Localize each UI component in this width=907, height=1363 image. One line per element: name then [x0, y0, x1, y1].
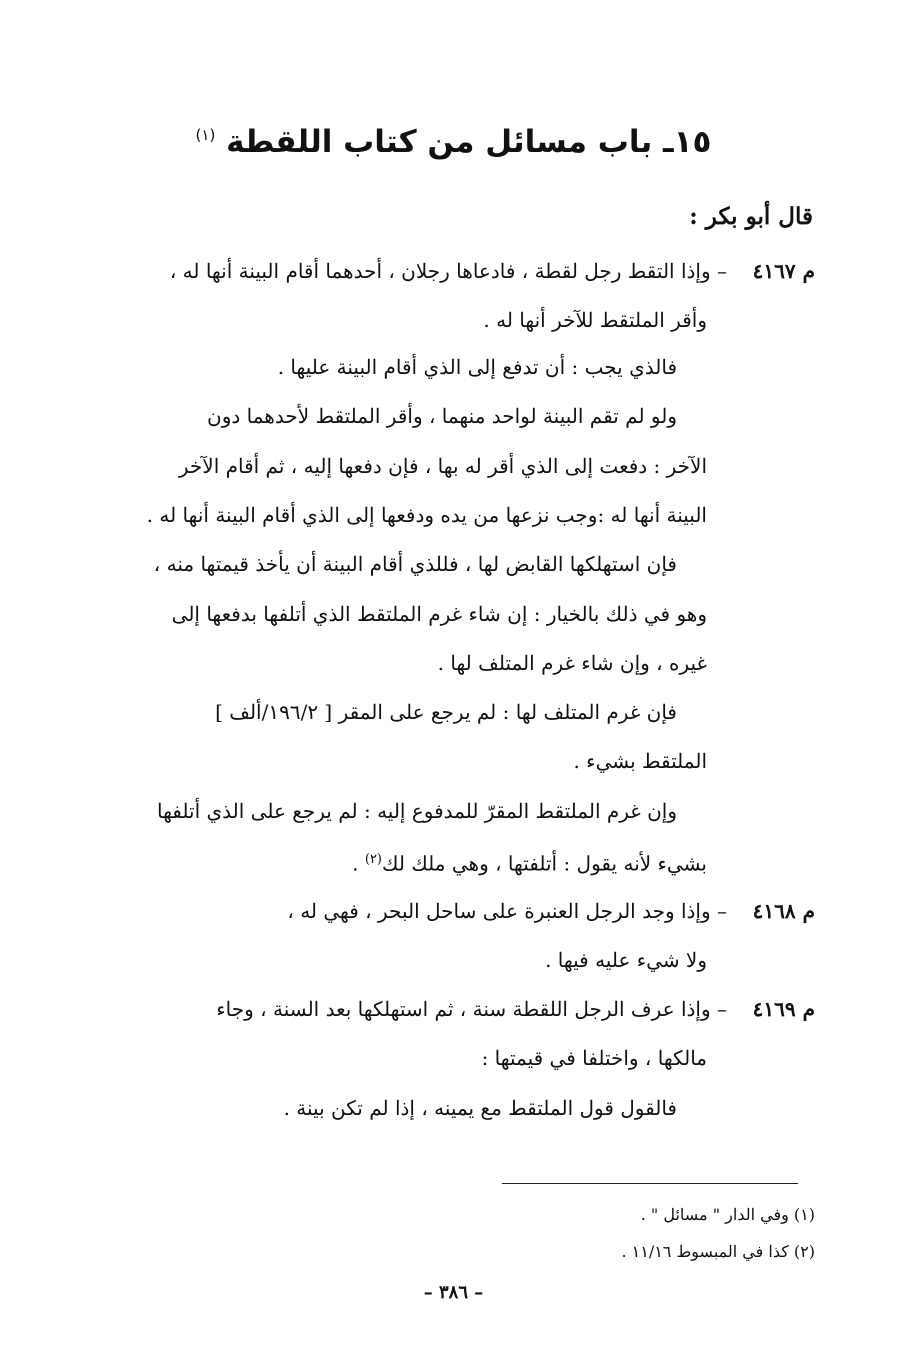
text-line: فإن غرم المتلف لها : لم يرجع على المقر [ ١٩٦/٢/ألف ]	[215, 700, 677, 724]
line-end-mark: .	[352, 851, 359, 876]
footnote-divider	[502, 1183, 798, 1184]
text-line: غيره ، وإن شاء غرم المتلف لها .	[437, 651, 707, 675]
title-footnote-ref: (١)	[195, 125, 216, 144]
text-line-with-note	[352, 845, 707, 879]
text-line: مالكها ، واختلفا في قيمتها :	[481, 1046, 707, 1070]
entry-number-4168: م ٤١٦٨	[752, 899, 815, 923]
chapter-title	[0, 113, 907, 164]
text-line: وهو في ذلك بالخيار : إن شاء غرم الملتقط الذي أتلفها بدفعها إلى	[171, 602, 707, 626]
line-footnote-ref: (٢)	[364, 852, 382, 867]
chapter-title-text: ١٥ـ باب مسائل من كتاب اللقطة	[226, 123, 712, 160]
entry-number-4169: م ٤١٦٩	[752, 997, 815, 1021]
text-line: الآخر : دفعت إلى الذي أقر له بها ، فإن دفعها إليه ، ثم أقام الآخر	[178, 454, 707, 478]
footnote-2: (٢) كذا في المبسوط ١١/١٦ .	[621, 1242, 815, 1261]
footnote-1: (١) وفي الدار " مسائل " .	[640, 1205, 815, 1224]
page-number: – ٣٨٦ –	[423, 1282, 484, 1303]
text-line: ولو لم تقم البينة لواحد منهما ، وأقر الملتقط لأحدهما دون	[207, 404, 677, 428]
text-line: البينة أنها له :وجب نزعها من يده ودفعها إلى الذي أقام البينة أنها له .	[146, 503, 707, 527]
text-line: ولا شيء عليه فيها .	[545, 948, 707, 972]
text-line: الملتقط بشيء .	[573, 749, 707, 773]
speaker-line: قال أبو بكر :	[689, 203, 813, 230]
entry-number-4167: م ٤١٦٧	[752, 259, 815, 283]
text-line: بشيء لأنه يقول : أتلفتها ، وهي ملك لك	[382, 851, 707, 876]
text-line: – وإذا التقط رجل لقطة ، فادعاها رجلان ، أحدهما أقام البينة أنها له ،	[169, 259, 727, 283]
text-line: وأقر الملتقط للآخر أنها له .	[483, 308, 707, 332]
text-line: فالذي يجب : أن تدفع إلى الذي أقام البينة عليها .	[277, 355, 677, 379]
text-line: – وإذا عرف الرجل اللقطة سنة ، ثم استهلكها بعد السنة ، وجاء	[216, 997, 727, 1021]
text-line: – وإذا وجد الرجل العنبرة على ساحل البحر ، فهي له ،	[287, 899, 727, 923]
text-line: فالقول قول الملتقط مع يمينه ، إذا لم تكن بينة .	[283, 1096, 677, 1120]
text-line: فإن استهلكها القابض لها ، فللذي أقام البينة أن يأخذ قيمتها منه ،	[153, 552, 677, 576]
text-line: وإن غرم الملتقط المقرّ للمدفوع إليه : لم يرجع على الذي أتلفها	[156, 799, 677, 823]
